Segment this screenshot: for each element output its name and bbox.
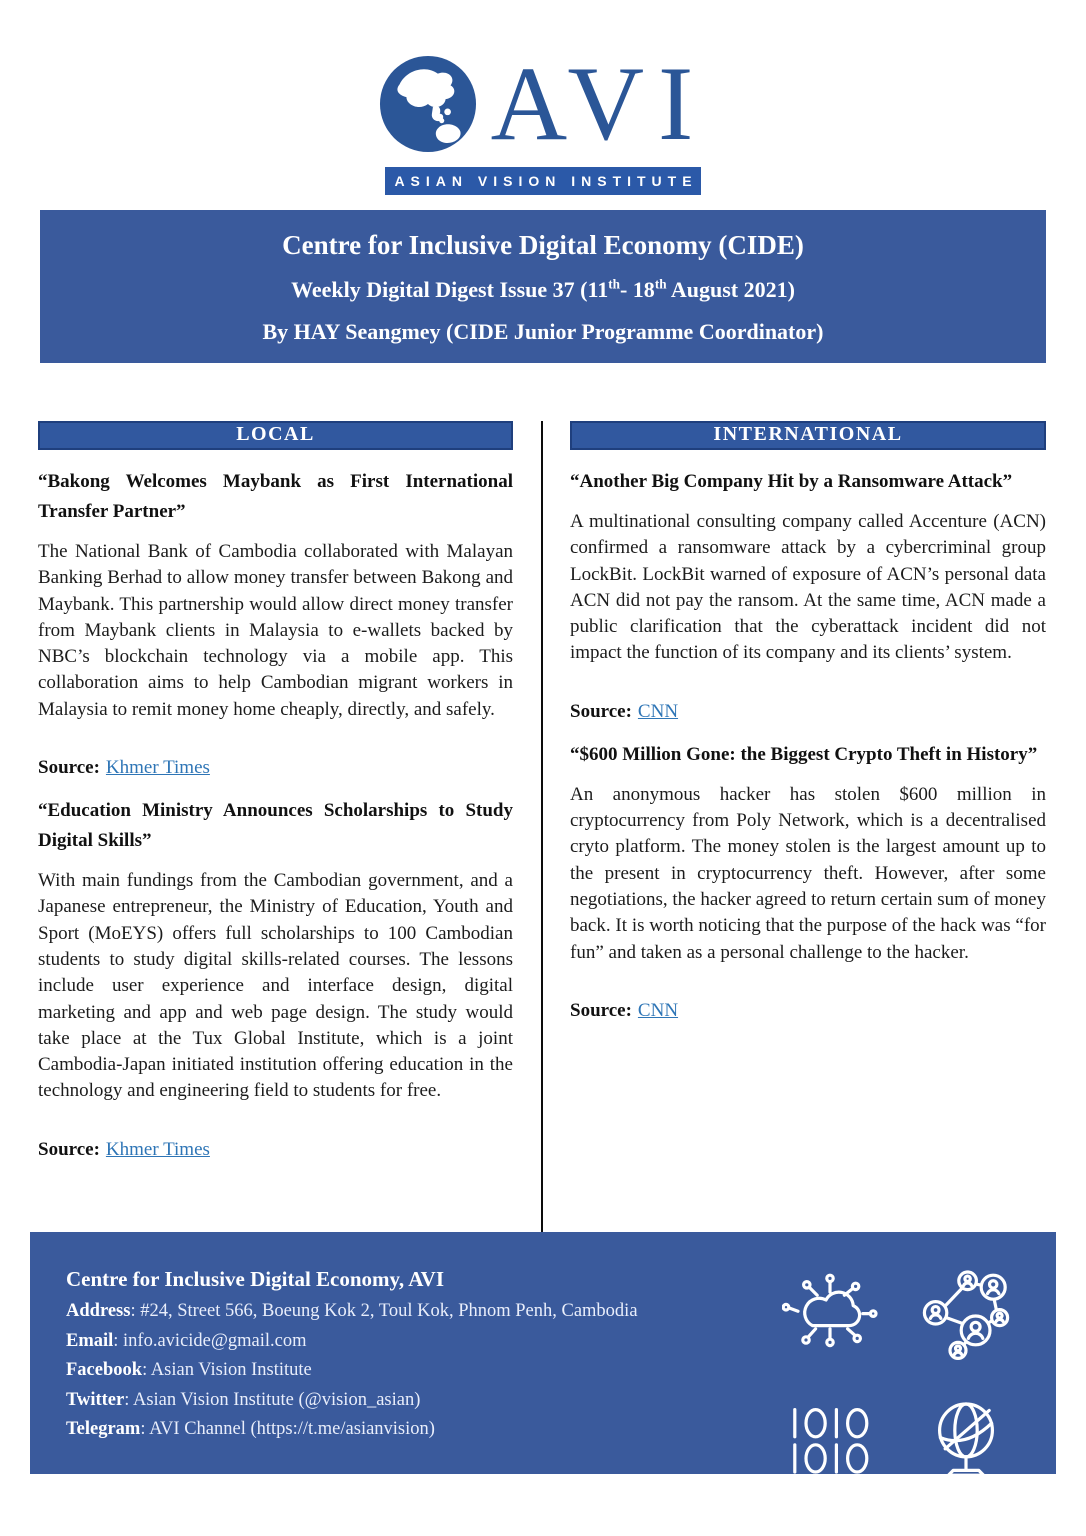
avi-globe-logo-icon [379, 55, 477, 153]
article-body: With main fundings from the Cambodian government, and a Japanese entrepreneur, the Ministry of Education, Youth and Sport (MoEYS) offers full scholarships to 100 Cambodian students to study digital skills-related courses. The lessons include user experience and interface design, digital marketing and app and web page design. The study would take place at the Tux Global Institute, which is a joint Cambodia-Japan initiated institution offering education in the technology and engineering field to students for free. [38, 870, 513, 1102]
people-network-icon [918, 1268, 1014, 1364]
footer-contact-block [66, 1266, 782, 1474]
desk-globe-icon [918, 1392, 1014, 1488]
source-label: Source: [570, 700, 632, 722]
footer-line-telegram: Telegram: AVI Channel (https://t.me/asianvision) [66, 1419, 435, 1439]
article-international-1 [570, 467, 1046, 723]
source-link-khmer-times[interactable]: Khmer Times [105, 1138, 210, 1160]
source-line [570, 701, 1046, 723]
banner-subtitle: Weekly Digital Digest Issue 37 (11th- 18th August 2021) [291, 276, 795, 302]
international-column [570, 421, 1046, 1024]
article-title: “Education Ministry Announces Scholarships to Study Digital Skills” [38, 800, 513, 852]
banner-title: Centre for Inclusive Digital Economy (CIDE) [282, 230, 804, 260]
article-local-1 [38, 467, 513, 779]
source-link-cnn[interactable]: CNN [637, 999, 679, 1021]
international-section-header: INTERNATIONAL [570, 421, 1046, 450]
article-title: “Bakong Welcomes Maybank as First International Transfer Partner” [38, 471, 513, 522]
avi-logo-text: AVI [490, 45, 708, 162]
source-label: Source: [570, 999, 632, 1021]
footer-icons [782, 1266, 1022, 1474]
source-line [570, 1000, 1046, 1022]
article-body: An anonymous hacker has stolen $600 million in cryptocurrency from Poly Network, which is a decentralised cryto platform. The money stolen is the largest amount up to the present in cryptocurrency theft. However, after some negotiations, the hacker agreed to return certain sum of money back. It is worth noticing that the purpose of the hack was “for fun” and taken as a personal challenge to the hacker. [570, 783, 1046, 963]
contact-footer [30, 1232, 1056, 1474]
source-link-khmer-times[interactable]: Khmer Times [105, 757, 210, 779]
binary-code-icon [782, 1392, 878, 1488]
cloud-network-icon [782, 1268, 878, 1364]
footer-line-address: Address: #24, Street 566, Boeung Kok 2, Toul Kok, Phnom Penh, Cambodia [66, 1301, 638, 1321]
column-divider [541, 421, 543, 1233]
article-title: “Another Big Company Hit by a Ransomware Attack” [570, 471, 1013, 492]
article-local-2 [38, 796, 513, 1161]
source-line [38, 1139, 513, 1161]
logo-section [0, 0, 1086, 195]
footer-line-twitter: Twitter: Asian Vision Institute (@vision_asian) [66, 1389, 421, 1410]
institute-bar: ASIAN VISION INSTITUTE [385, 167, 701, 195]
article-body: A multinational consulting company called Accenture (ACN) confirmed a ransomware attack by a cybercriminal group LockBit. LockBit warned of exposure of ACN’s personal data ACN did not pay the ransom. At the same time, ACN made a public clarification that the cyberattack incident did not impact the function of its company and its clients’ system. [570, 511, 1046, 664]
banner-byline: By HAY Seangmey (CIDE Junior Programme Coordinator) [262, 319, 824, 344]
issue-banner [40, 210, 1046, 363]
digest-columns [38, 421, 1046, 1233]
article-title: “$600 Million Gone: the Biggest Crypto Theft in History” [570, 743, 1038, 765]
footer-title: Centre for Inclusive Digital Economy, AVI [66, 1267, 445, 1291]
footer-line-facebook: Facebook: Asian Vision Institute [66, 1360, 312, 1380]
local-section-header: LOCAL [38, 421, 513, 450]
source-label: Source: [38, 1138, 100, 1160]
source-line [38, 757, 513, 779]
source-label: Source: [38, 757, 100, 779]
source-link-cnn[interactable]: CNN [637, 700, 679, 722]
article-international-2 [570, 740, 1046, 1022]
footer-line-email: Email: info.avicide@gmail.com [66, 1330, 307, 1351]
local-column [38, 421, 513, 1163]
article-body: The National Bank of Cambodia collaborated with Malayan Banking Berhad to allow money transfer between Bakong and Maybank. This partnership would allow direct money transfer from Maybank clients in Malaysia to e-wallets backed by NBC’s blockchain technology via a mobile app. This collaboration aims to help Cambodian migrant workers in Malaysia to remit money home cheaply, directly, and safely. [38, 541, 513, 720]
